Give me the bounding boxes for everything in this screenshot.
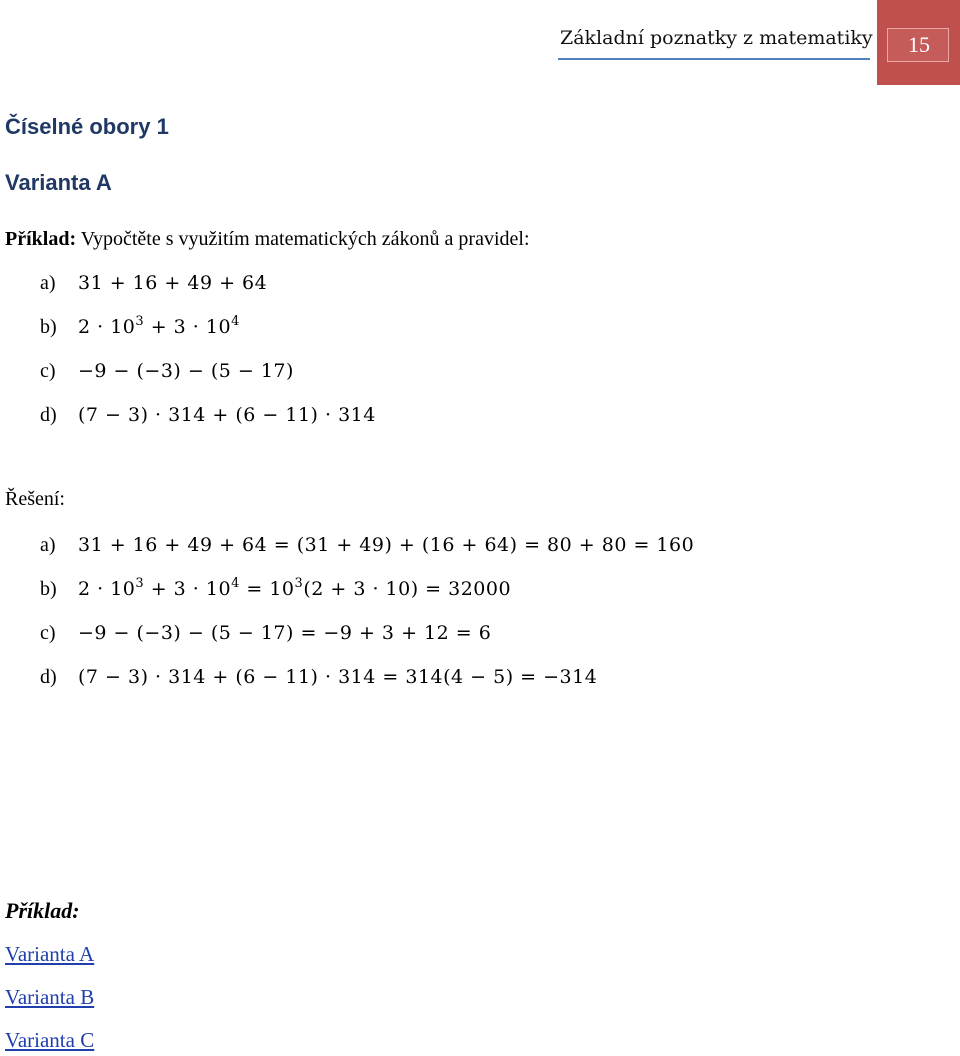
item-expression: −9 − (−3) − (5 − 17) = −9 + 3 + 12 = 6 xyxy=(78,622,492,644)
page-header xyxy=(0,0,960,90)
item-expression: 31 + 16 + 49 + 64 xyxy=(78,272,268,294)
solution-item-d xyxy=(40,666,597,689)
section-title: Číselné obory 1 xyxy=(5,114,169,139)
link-varianta-c[interactable]: Varianta C xyxy=(5,1028,95,1052)
item-expression: (7 − 3) · 314 + (6 − 11) · 314 = 314(4 − 5) = −314 xyxy=(78,666,598,688)
item-expression: (7 − 3) · 314 + (6 − 11) · 314 xyxy=(78,404,376,426)
item-expression: $2 \cdot 10^3 + 3 \cdot 10^4$ xyxy=(78,314,240,338)
exercise-item-c xyxy=(40,360,294,383)
item-expression: −9 − (−3) − (5 − 17) xyxy=(78,360,294,382)
exercise-item-a xyxy=(40,272,267,295)
solution-label: Řešení: xyxy=(5,488,65,510)
solution-item-c xyxy=(40,622,491,645)
exercise-item-b xyxy=(40,316,240,339)
header-rule xyxy=(558,58,870,60)
page-number: 15 xyxy=(908,32,930,57)
page-number-frame xyxy=(887,28,949,62)
solution-item-a xyxy=(40,534,694,557)
item-expression: $2 \cdot 10^3 + 3 \cdot 10^4 = 10^3(2 + 3 \cdot 10) = 32000$ xyxy=(78,576,512,600)
exercise-text: Vypočtěte s využitím matematických zákonů a pravidel: xyxy=(80,228,530,250)
header-title: Základní poznatky z matematiky xyxy=(560,27,873,49)
item-label: a) xyxy=(40,272,56,294)
exercise-label: Příklad: xyxy=(5,228,77,250)
solution-item-b xyxy=(40,578,511,601)
item-label: a) xyxy=(40,534,56,556)
item-label: c) xyxy=(40,622,56,644)
item-label: c) xyxy=(40,360,56,382)
page-number-box xyxy=(877,0,960,85)
exercise-item-d xyxy=(40,404,376,427)
item-label: b) xyxy=(40,578,57,600)
footer-label: Příklad: xyxy=(5,898,80,923)
item-label: b) xyxy=(40,316,57,338)
exercise-instruction xyxy=(5,228,530,251)
variant-title: Varianta A xyxy=(5,170,112,195)
link-varianta-a[interactable]: Varianta A xyxy=(5,942,95,966)
link-varianta-b[interactable]: Varianta B xyxy=(5,985,95,1009)
item-expression: 31 + 16 + 49 + 64 = (31 + 49) + (16 + 64) = 80 + 80 = 160 xyxy=(78,534,695,556)
item-label: d) xyxy=(40,404,57,426)
item-label: d) xyxy=(40,666,57,688)
